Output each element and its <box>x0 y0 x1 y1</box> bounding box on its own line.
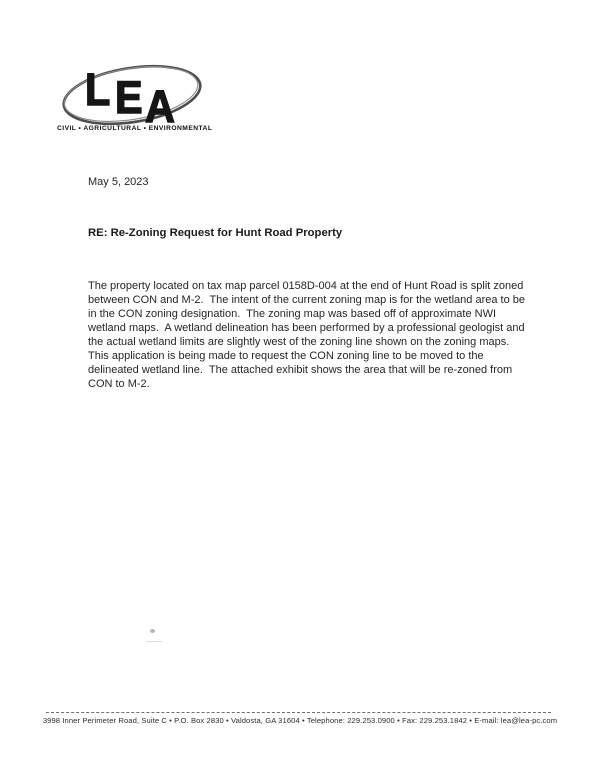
logo-tagline: CIVIL • AGRICULTURAL • ENVIRONMENTAL <box>57 125 213 132</box>
scan-artifact-smudge <box>146 641 162 642</box>
footer-contact-line: 3998 Inner Perimeter Road, Suite C • P.O. Box 2830 • Valdosta, GA 31604 • Telephone: 229.253.0900 • Fax: 229.253.1842 • E-mail: lea@lea-pc.com <box>42 716 558 725</box>
logo-letter-l: L <box>85 64 111 115</box>
logo-letter-a: A <box>145 81 175 132</box>
scan-artifact-speck <box>150 629 155 633</box>
letter-subject: RE: Re-Zoning Request for Hunt Road Property <box>88 227 343 239</box>
letter-date: May 5, 2023 <box>88 176 149 188</box>
logo-letter-e: E <box>115 72 143 123</box>
footer-divider <box>46 712 551 713</box>
letter-body: The property located on tax map parcel 0158D-004 at the end of Hunt Road is split zoned between CON and M-2. The intent of the current zoning map is for the wetland area to be in the CON zoning designation. The zoning map was based off of approximate NWI wetland maps. A wetland delineation has been performed by a professional geologist and the actual wetland limits are slightly west of the zoning line shown on the zoning maps. This application is being made to request the CON zoning line to be moved to the delineated wetland line. The attached exhibit shows the area that will be re-zoned from CON to M-2. <box>88 280 529 390</box>
company-logo <box>57 62 217 140</box>
